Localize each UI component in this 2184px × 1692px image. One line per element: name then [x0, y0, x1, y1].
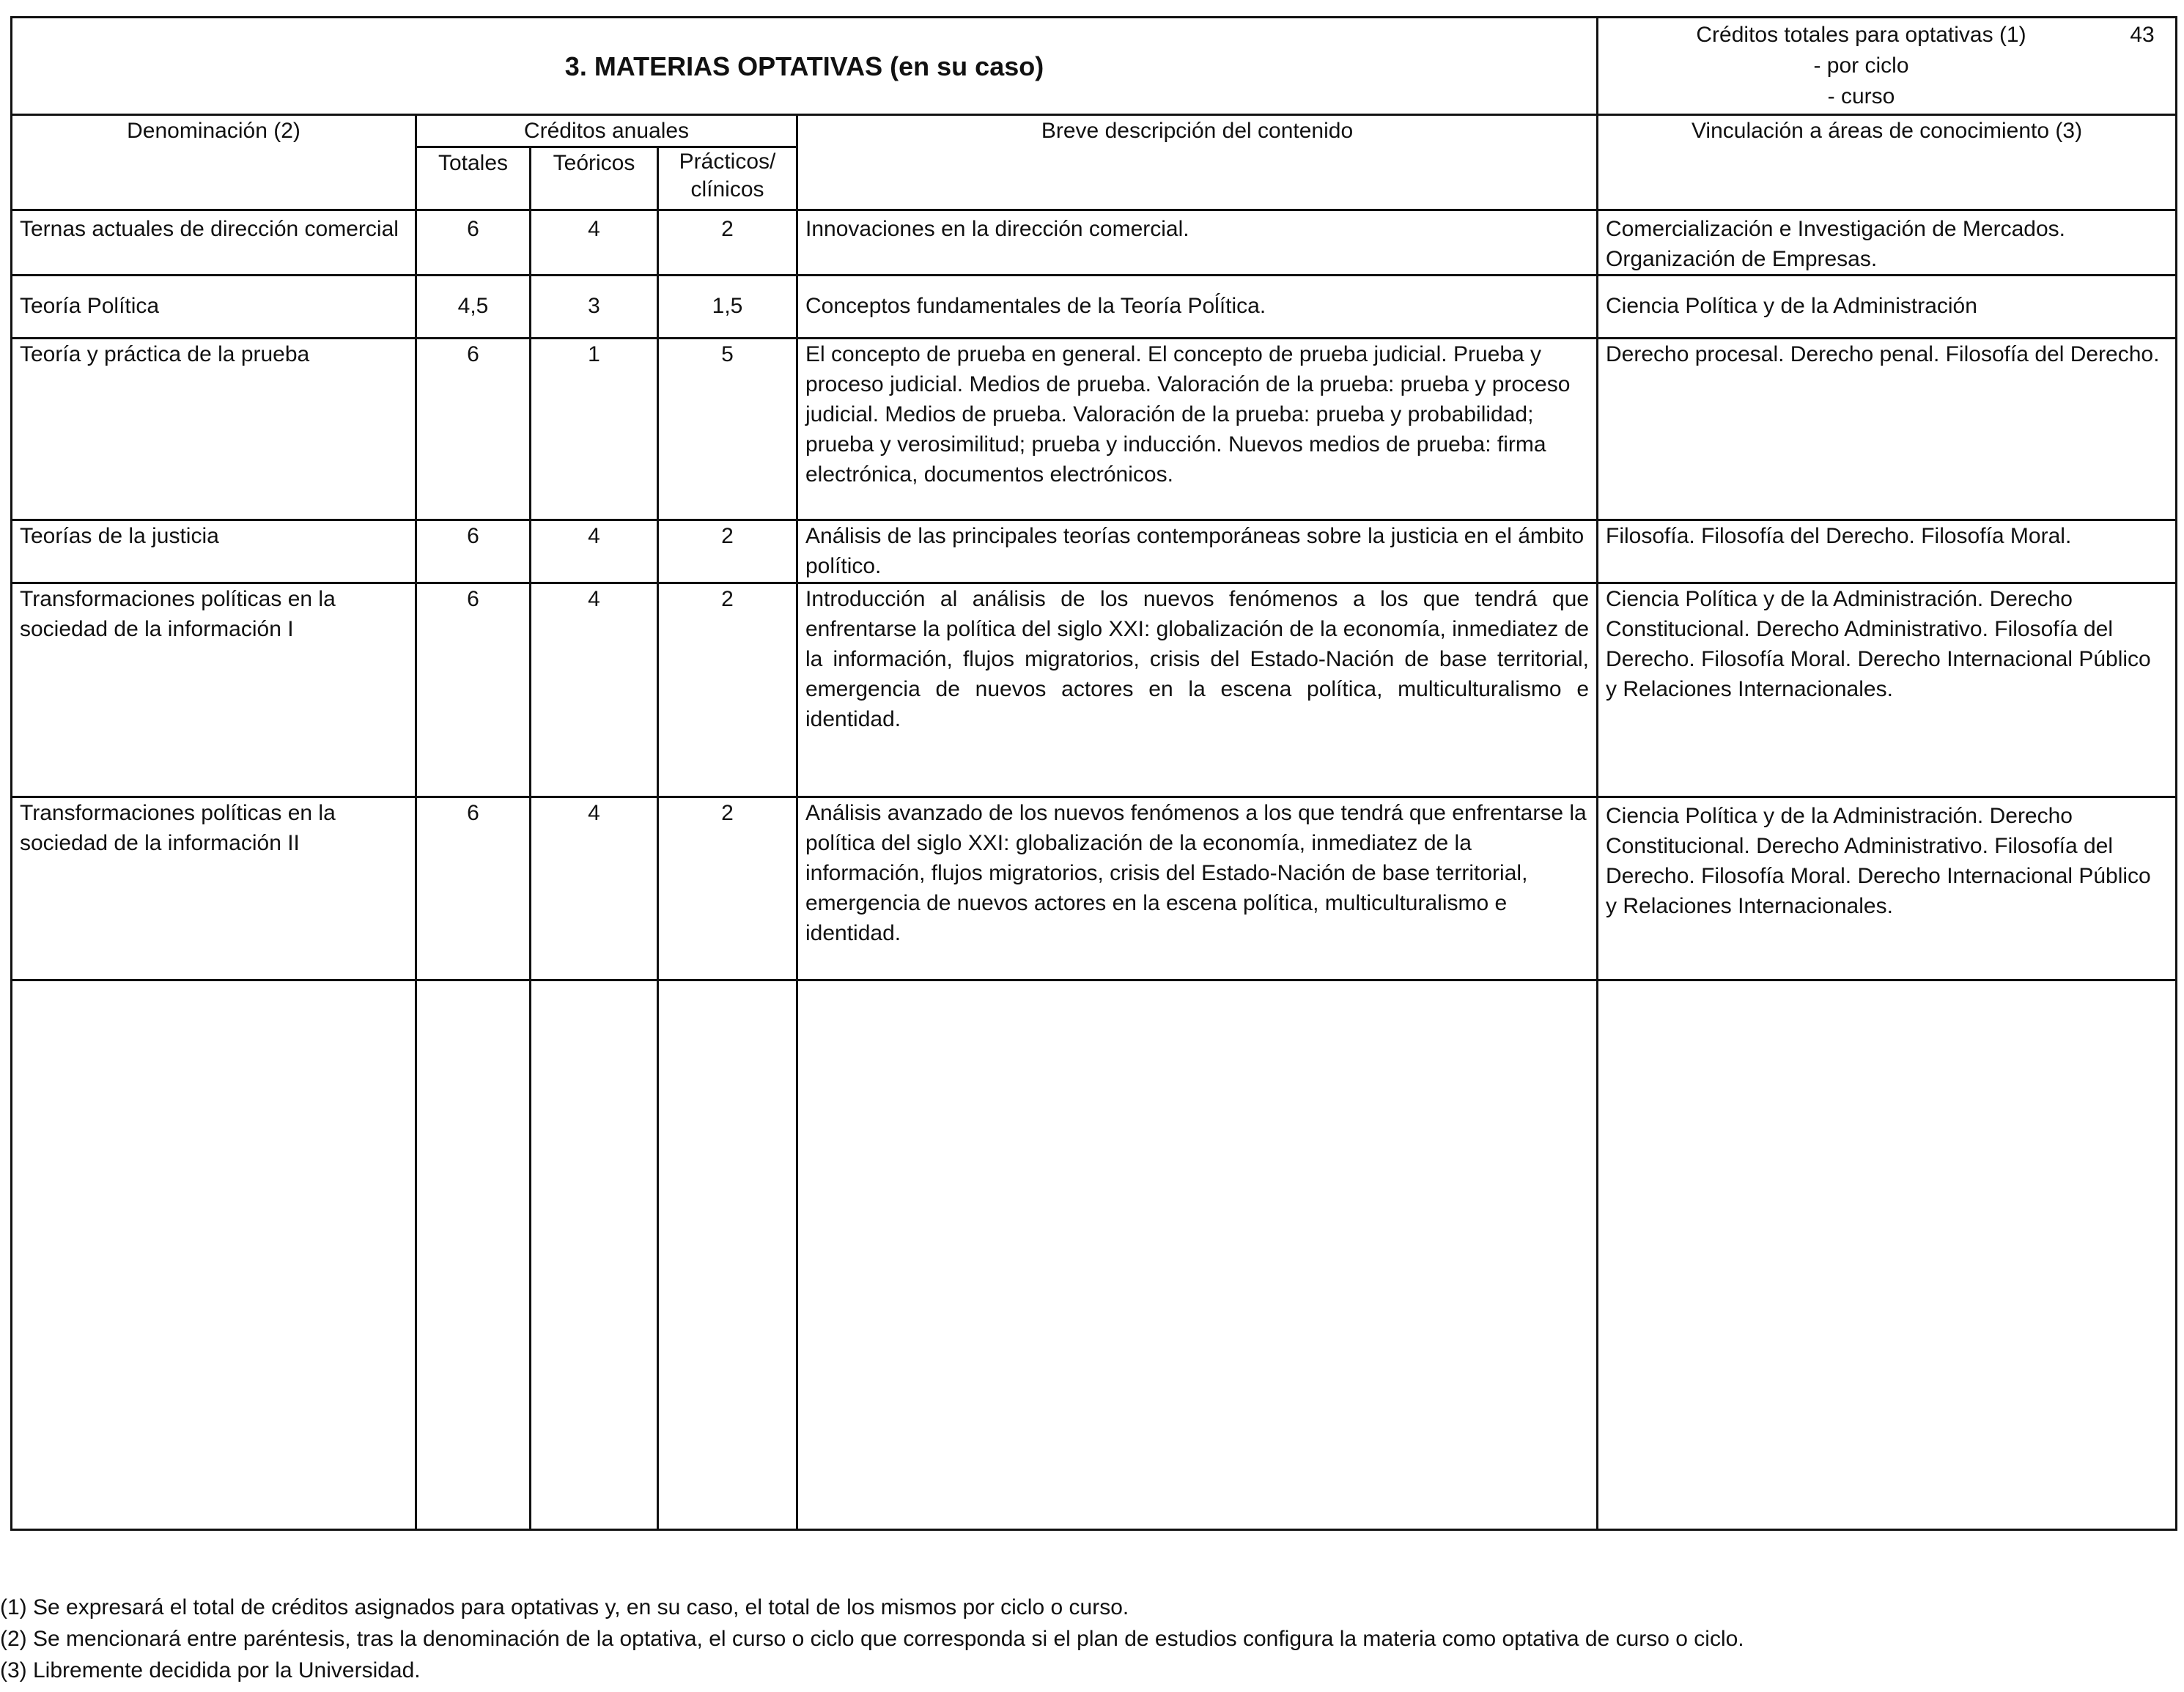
row-vinculacion: Ciencia Política y de la Administración. Derecho Constitucional. Derecho Administrativo. Filosofía del Derecho. Filosofía Moral. Derecho Internacional Público y Relaciones Internacionales. — [1598, 583, 2177, 797]
row-name: Transformaciones políticas en la sociedad de la información II — [12, 797, 416, 980]
table-row — [12, 520, 2177, 583]
table-row — [12, 797, 2177, 980]
col-denominacion-header: Denominación (2) — [12, 115, 416, 210]
col-vinculacion-header: Vinculación a áreas de conocimiento (3) — [1598, 115, 2177, 210]
col-descripcion-header: Breve descripción del contenido — [797, 115, 1598, 210]
col-practicos-line1: Prácticos/ — [679, 149, 776, 174]
col-teoricos-header: Teóricos — [531, 147, 658, 210]
table-row — [12, 583, 2177, 797]
footnotes — [0, 1592, 2169, 1686]
row-vinculacion: Comercialización e Investigación de Mercados. Organización de Empresas. — [1598, 210, 2177, 276]
optativas-table — [10, 16, 2177, 1531]
row-name: Teoría Política — [12, 276, 416, 339]
row-vinculacion: Ciencia Política y de la Administración. Derecho Constitucional. Derecho Administrativo. Filosofía del Derecho. Filosofía Moral. Derecho Internacional Público y Relaciones Internacionales. — [1598, 797, 2177, 980]
table-row — [12, 210, 2177, 276]
row-descripcion: Análisis de las principales teorías contemporáneas sobre la justicia en el ámbito político. — [797, 520, 1598, 583]
table-row — [12, 276, 2177, 339]
row-teoricos: 4 — [531, 520, 658, 583]
empty-filler-row — [12, 980, 2177, 1530]
row-totales: 6 — [416, 583, 531, 797]
col-totales-header: Totales — [416, 147, 531, 210]
row-totales: 6 — [416, 520, 531, 583]
row-vinculacion: Ciencia Política y de la Administración — [1598, 276, 2177, 339]
row-teoricos: 1 — [531, 339, 658, 520]
row-totales: 6 — [416, 797, 531, 980]
row-practicos: 2 — [658, 583, 797, 797]
row-totales: 4,5 — [416, 276, 531, 339]
row-descripcion: Conceptos fundamentales de la Teoría Poĺítica. — [797, 276, 1598, 339]
row-name: Transformaciones políticas en la sociedad de la información I — [12, 583, 416, 797]
row-descripcion: Análisis avanzado de los nuevos fenómenos a los que tendrá que enfrentarse la política del siglo XXI: globalización de la economía, inmediatez de la información, flujos migratorios, crisis del Estado-Nación de base territorial, emergencia de nuevos actores en la escena política, multiculturalismo e identidad. — [797, 797, 1598, 980]
row-teoricos: 4 — [531, 210, 658, 276]
row-totales: 6 — [416, 210, 531, 276]
col-practicos-header — [658, 147, 797, 210]
row-teoricos: 4 — [531, 583, 658, 797]
col-creditos-anuales-header: Créditos anuales — [416, 115, 797, 147]
row-name: Teoría y práctica de la prueba — [12, 339, 416, 520]
row-vinculacion: Derecho procesal. Derecho penal. Filosofía del Derecho. — [1598, 339, 2177, 520]
row-teoricos: 4 — [531, 797, 658, 980]
credits-per-ciclo: - por ciclo — [1813, 53, 1909, 78]
footnote-2: (2) Se mencionará entre paréntesis, tras la denominación de la optativa, el curso o ciclo que corresponda si el plan de estudios configura la materia como optativa de curso o ciclo. — [0, 1627, 1744, 1651]
row-name: Ternas actuales de dirección comercial — [12, 210, 416, 276]
row-descripcion: Innovaciones en la dirección comercial. — [797, 210, 1598, 276]
row-practicos: 5 — [658, 339, 797, 520]
credits-total-value: 43 — [2130, 23, 2155, 47]
col-practicos-line2: clínicos — [690, 177, 764, 202]
table-row — [12, 339, 2177, 520]
row-vinculacion: Filosofía. Filosofía del Derecho. Filosofía Moral. — [1598, 520, 2177, 583]
row-teoricos: 3 — [531, 276, 658, 339]
credits-total-box — [1598, 18, 2177, 115]
row-practicos: 1,5 — [658, 276, 797, 339]
materias-optativas-form — [10, 16, 2175, 1568]
footnote-1: (1) Se expresará el total de créditos asignados para optativas y, en su caso, el total de los mismos por ciclo o curso. — [0, 1595, 1129, 1619]
row-descripcion: El concepto de prueba en general. El concepto de prueba judicial. Prueba y proceso judicial. Medios de prueba. Valoración de la prueba: prueba y proceso judicial. Medios de prueba. Valoración de la prueba: prueba y probabilidad; prueba y verosimilitud; prueba y inducción. Nuevos medios de prueba: firma electrónica, documentos electrónicos. — [797, 339, 1598, 520]
row-practicos: 2 — [658, 210, 797, 276]
credits-total-label: Créditos totales para optativas (1) — [1696, 23, 2026, 47]
row-name: Teorías de la justicia — [12, 520, 416, 583]
row-descripcion: Introducción al análisis de los nuevos fenómenos a los que tendrá que enfrentarse la política del siglo XXI: globalización de la economía, inmediatez de la información, flujos migratorios, crisis del Estado-Nación de base territorial, emergencia de nuevos actores en la escena política, multiculturalismo e identidad. — [797, 583, 1598, 797]
section-title: 3. MATERIAS OPTATIVAS (en su caso) — [12, 18, 1598, 115]
row-practicos: 2 — [658, 520, 797, 583]
row-practicos: 2 — [658, 797, 797, 980]
row-totales: 6 — [416, 339, 531, 520]
credits-per-curso: - curso — [1827, 84, 1895, 108]
footnote-3: (3) Libremente decidida por la Universidad. — [0, 1658, 421, 1682]
